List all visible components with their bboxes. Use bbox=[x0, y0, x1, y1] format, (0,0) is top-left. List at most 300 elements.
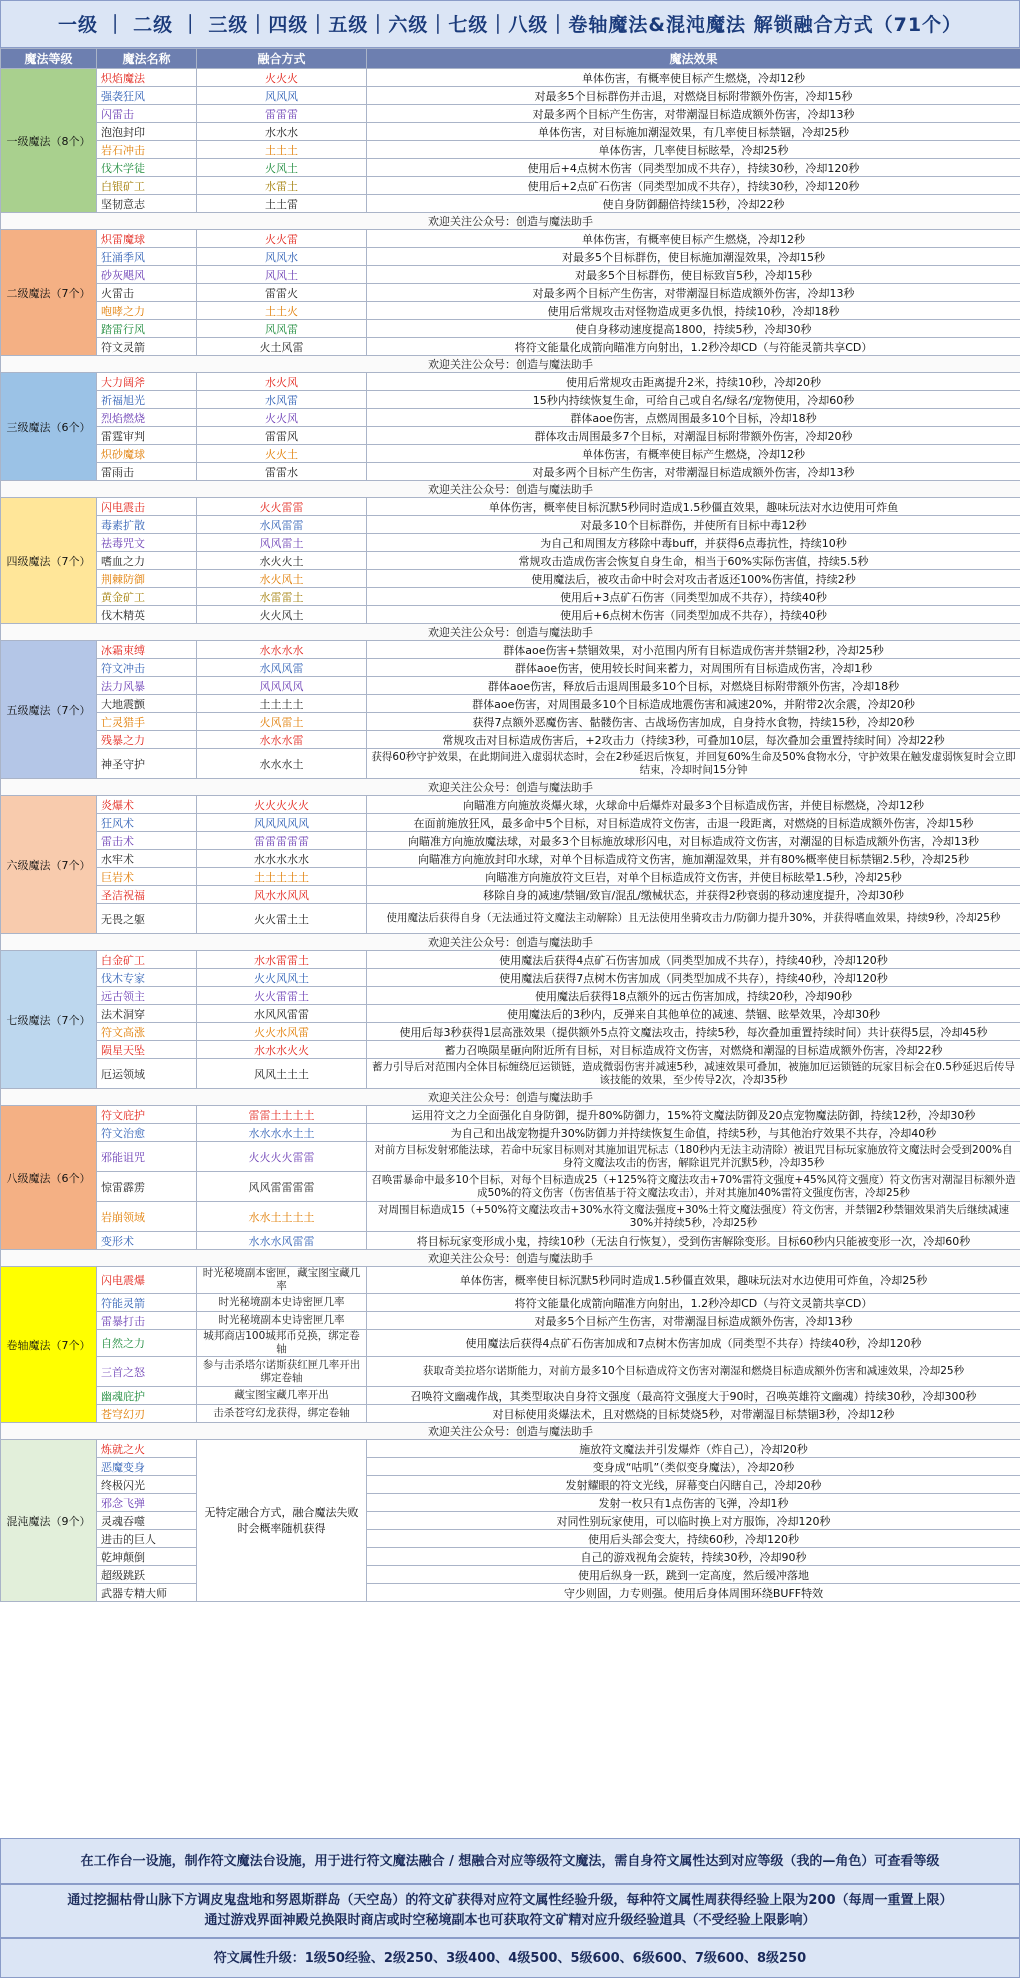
spell-effect: 使用魔法后，被攻击命中时会对攻击者返还100%伤害值，持续2秒 bbox=[367, 570, 1020, 588]
spell-name: 法力风暴 bbox=[97, 677, 197, 695]
table-row bbox=[1, 1294, 1020, 1312]
spell-effect: 使用魔法后获得7点树木伤害加成（同类型加成不共存），持续40秒，冷却120秒 bbox=[367, 969, 1020, 987]
table-row bbox=[1, 796, 1020, 814]
table-row bbox=[1, 969, 1020, 987]
fusion-method: 城邦商店100城邦币兑换，绑定卷轴 bbox=[197, 1330, 367, 1357]
table-row bbox=[1, 1202, 1020, 1232]
follow-notice: 欢迎关注公众号：创造与魔法助手 bbox=[1, 1250, 1020, 1267]
fusion-method: 风风水 bbox=[197, 248, 367, 266]
spell-name: 狂涌季风 bbox=[97, 248, 197, 266]
table-row bbox=[1, 69, 1020, 87]
follow-notice: 欢迎关注公众号：创造与魔法助手 bbox=[1, 213, 1020, 230]
spell-effect: 使用魔法后的3秒内，反弹来自其他单位的减速、禁锢、眩晕效果，冷却30秒 bbox=[367, 1005, 1020, 1023]
fusion-method: 火火火 bbox=[197, 69, 367, 87]
spell-effect: 单体伤害，有概率使目标产生燃烧，冷却12秒 bbox=[367, 230, 1020, 248]
table-row bbox=[1, 1494, 1020, 1512]
table-row bbox=[1, 1267, 1020, 1294]
spell-name: 灵魂吞噬 bbox=[97, 1512, 197, 1530]
table-row bbox=[1, 1172, 1020, 1202]
table-row bbox=[1, 1106, 1020, 1124]
spell-name: 岩石冲击 bbox=[97, 141, 197, 159]
follow-notice: 欢迎关注公众号：创造与魔法助手 bbox=[1, 624, 1020, 641]
follow-notice-row bbox=[1, 934, 1020, 951]
follow-notice: 欢迎关注公众号：创造与魔法助手 bbox=[1, 1089, 1020, 1106]
spell-effect: 使用后+3点矿石伤害（同类型加成不共存），持续40秒 bbox=[367, 588, 1020, 606]
spell-name: 符文庇护 bbox=[97, 1106, 197, 1124]
fusion-method: 水雷土 bbox=[197, 177, 367, 195]
fusion-method: 风风土 bbox=[197, 266, 367, 284]
fusion-method: 雷雷雷雷雷 bbox=[197, 832, 367, 850]
bottom-note-1-text: 在工作台一设施，制作符文魔法台设施，用于进行符文魔法融合 / 想融合对应等级符文魔法，需自身符文属性达到对应等级（我的—角色）可查看等级 bbox=[80, 1854, 940, 1869]
spell-effect: 施放符文魔法并引发爆炸（炸自己），冷却20秒 bbox=[367, 1440, 1020, 1458]
table-row bbox=[1, 1142, 1020, 1172]
fusion-method: 土土土 bbox=[197, 141, 367, 159]
spell-effect: 群体aoe伤害+禁锢效果，对小范围内所有目标造成伤害并禁锢2秒，冷却25秒 bbox=[367, 641, 1020, 659]
spell-name: 进击的巨人 bbox=[97, 1530, 197, 1548]
table-row bbox=[1, 87, 1020, 105]
spell-effect: 使自身防御翻倍持续15秒，冷却22秒 bbox=[367, 195, 1020, 213]
magic-level-cell: 二级魔法（7个） bbox=[1, 230, 97, 356]
table-row bbox=[1, 987, 1020, 1005]
spell-name: 砂灰飓风 bbox=[97, 266, 197, 284]
bottom-note-1 bbox=[0, 1838, 1020, 1884]
table-row bbox=[1, 1440, 1020, 1458]
fusion-method: 火土风雷 bbox=[197, 338, 367, 356]
table-row bbox=[1, 284, 1020, 302]
spell-name: 恶魔变身 bbox=[97, 1458, 197, 1476]
table-row bbox=[1, 695, 1020, 713]
spell-effect: 使用魔法后获得自身（无法通过符文魔法主动解除）且无法使用坐骑攻击力/防御力提升30%，并获得嗜血效果，持续9秒，冷却25秒 bbox=[367, 904, 1020, 934]
spell-name: 符文高涨 bbox=[97, 1023, 197, 1041]
spell-name: 闪电震击 bbox=[97, 498, 197, 516]
table-row bbox=[1, 445, 1020, 463]
fusion-method: 风风雷 bbox=[197, 320, 367, 338]
spell-name: 残暴之力 bbox=[97, 731, 197, 749]
table-row bbox=[1, 409, 1020, 427]
spell-name: 毒素扩散 bbox=[97, 516, 197, 534]
spell-name: 惊雷霹雳 bbox=[97, 1172, 197, 1202]
spell-name: 厄运领域 bbox=[97, 1059, 197, 1089]
spell-effect: 群体aoe伤害，使用较长时间来蓄力，对周围所有目标造成伤害，冷却1秒 bbox=[367, 659, 1020, 677]
follow-notice-row bbox=[1, 213, 1020, 230]
fusion-method: 击杀苍穹幻龙获得，绑定卷轴 bbox=[197, 1405, 367, 1423]
table-row bbox=[1, 749, 1020, 779]
fusion-method: 藏宝图宝藏几率开出 bbox=[197, 1387, 367, 1405]
spell-effect: 将目标玩家变形成小鬼，持续10秒（无法自行恢复），受到伤害解除变形。目标60秒内只能被变形一次，冷却60秒 bbox=[367, 1232, 1020, 1250]
spell-effect: 对最多两个目标产生伤害，对带潮湿目标造成额外伤害，冷却13秒 bbox=[367, 105, 1020, 123]
table-row bbox=[1, 1023, 1020, 1041]
spell-effect: 对最多5个目标群伤，使目标施加潮湿效果，冷却15秒 bbox=[367, 248, 1020, 266]
magic-level-cell: 六级魔法（7个） bbox=[1, 796, 97, 934]
spell-name: 水牢术 bbox=[97, 850, 197, 868]
table-row bbox=[1, 266, 1020, 284]
spell-effect: 15秒内持续恢复生命，可给自己或自名/绿名/宠物使用，冷却60秒 bbox=[367, 391, 1020, 409]
fusion-method: 参与击杀塔尔诺斯获红匣几率开出绑定卷轴 bbox=[197, 1357, 367, 1387]
table-row bbox=[1, 373, 1020, 391]
table-row bbox=[1, 1357, 1020, 1387]
spell-name: 自然之力 bbox=[97, 1330, 197, 1357]
fusion-method: 水火风土 bbox=[197, 570, 367, 588]
fusion-method: 时光秘境副本密匣，藏宝图宝藏几率 bbox=[197, 1267, 367, 1294]
fusion-method: 火火火火雷雷 bbox=[197, 1142, 367, 1172]
table-row bbox=[1, 1512, 1020, 1530]
spell-effect: 使用魔法后获得18点额外的远古伤害加成，持续20秒，冷却90秒 bbox=[367, 987, 1020, 1005]
follow-notice: 欢迎关注公众号：创造与魔法助手 bbox=[1, 779, 1020, 796]
fusion-method: 火火雷 bbox=[197, 230, 367, 248]
spell-effect: 获得7点额外恶魔伤害、骷髅伤害、古战场伤害加成，自身持水食物，持续15秒，冷却20秒 bbox=[367, 713, 1020, 731]
spell-effect: 召唤符文幽魂作战，其类型取决自身符文强度（最高符文强度大于90时，召唤英雄符文幽魂）持续30秒，冷却300秒 bbox=[367, 1387, 1020, 1405]
spell-name: 咆哮之力 bbox=[97, 302, 197, 320]
follow-notice: 欢迎关注公众号：创造与魔法助手 bbox=[1, 1423, 1020, 1440]
spell-effect: 使自身移动速度提高1800，持续5秒，冷却30秒 bbox=[367, 320, 1020, 338]
magic-level-cell: 八级魔法（6个） bbox=[1, 1106, 97, 1250]
spell-effect: 群体aoe伤害，对周围最多10个目标造成地震伤害和减速20%，并附带2次余震，冷却20秒 bbox=[367, 695, 1020, 713]
spell-name: 烈焰燃烧 bbox=[97, 409, 197, 427]
spell-effect: 使用后头部会变大，持续60秒，冷却120秒 bbox=[367, 1530, 1020, 1548]
follow-notice-row bbox=[1, 1089, 1020, 1106]
table-row bbox=[1, 1548, 1020, 1566]
spell-effect: 获取奇美拉塔尔诺斯能力，对前方最多10个目标造成符文伤害对潮湿和燃烧目标造成额外伤害和减速效果，冷却25秒 bbox=[367, 1357, 1020, 1387]
spell-name: 嗜血之力 bbox=[97, 552, 197, 570]
follow-notice-row bbox=[1, 356, 1020, 373]
fusion-method: 水雷雷土 bbox=[197, 588, 367, 606]
table-row bbox=[1, 1405, 1020, 1423]
spell-name: 闪电震爆 bbox=[97, 1267, 197, 1294]
table-row bbox=[1, 427, 1020, 445]
spell-effect: 移除自身的减速/禁锢/致盲/混乱/缴械状态，并获得2秒衰弱的移动速度提升，冷却30秒 bbox=[367, 886, 1020, 904]
fusion-method: 水水水火火 bbox=[197, 1041, 367, 1059]
spell-effect: 向瞄准方向施放封印水球，对单个目标造成符文伤害，施加潮湿效果，并有80%概率使目标禁锢2.5秒，冷却25秒 bbox=[367, 850, 1020, 868]
table-row bbox=[1, 195, 1020, 213]
fusion-method: 火火风风土 bbox=[197, 969, 367, 987]
fusion-method: 水火火土 bbox=[197, 552, 367, 570]
fusion-method-shared: 无特定融合方式，融合魔法失败时会概率随机获得 bbox=[197, 1440, 367, 1602]
spell-effect: 向瞄准方向施放符文巨岩，对单个目标造成符文伤害，并使目标眩晕1.5秒，冷却25秒 bbox=[367, 868, 1020, 886]
spell-name: 超级跳跃 bbox=[97, 1566, 197, 1584]
spell-name: 苍穹幻刃 bbox=[97, 1405, 197, 1423]
table-row bbox=[1, 1530, 1020, 1548]
table-row bbox=[1, 713, 1020, 731]
spell-effect: 将符文能量化成箭向瞄准方向射出，1.2秒冷却CD（与符文灵箭共享CD） bbox=[367, 1294, 1020, 1312]
spell-effect: 对最多两个目标产生伤害，对带潮湿目标造成额外伤害，冷却13秒 bbox=[367, 463, 1020, 481]
fusion-method: 风风风风 bbox=[197, 677, 367, 695]
spell-name: 炎爆术 bbox=[97, 796, 197, 814]
spell-name: 火雷击 bbox=[97, 284, 197, 302]
bottom-note-2 bbox=[0, 1884, 1020, 1938]
magic-level-cell: 三级魔法（6个） bbox=[1, 373, 97, 481]
spell-name: 神圣守护 bbox=[97, 749, 197, 779]
spell-effect: 对周围目标造成15（+50%符文魔法攻击+30%水符文魔法强度+30%土符文魔法强度）符文伤害，并禁锢2秒禁锢效果消失后继续减速30%并持续5秒，冷却25秒 bbox=[367, 1202, 1020, 1232]
table-row bbox=[1, 159, 1020, 177]
spell-effect: 使用后+2点矿石伤害（同类型加成不共存），持续30秒，冷却120秒 bbox=[367, 177, 1020, 195]
table-row bbox=[1, 248, 1020, 266]
spell-effect: 对最多5个目标群伤并击退，对燃烧目标附带额外伤害，冷却15秒 bbox=[367, 87, 1020, 105]
fusion-method: 水风风雷雷 bbox=[197, 1005, 367, 1023]
spell-effect: 对前方目标发射邪能法球，若命中玩家目标则对其施加诅咒标志（180秒内无法主动清除）被诅咒目标玩家施放符文魔法时会受到200%自身符文魔法攻击的伤害，解除诅咒并沉默5秒，冷却35秒 bbox=[367, 1142, 1020, 1172]
spell-name: 亡灵猎手 bbox=[97, 713, 197, 731]
spell-name: 乾坤颠倒 bbox=[97, 1548, 197, 1566]
follow-notice-row bbox=[1, 624, 1020, 641]
spell-effect: 群体aoe伤害，释放后击退周围最多10个目标，对燃烧目标附带额外伤害，冷却18秒 bbox=[367, 677, 1020, 695]
spell-effect: 守少则固，力专则强。使用后身体周围环绕BUFF特效 bbox=[367, 1584, 1020, 1602]
spell-effect: 群体aoe伤害，点燃周围最多10个目标，冷却18秒 bbox=[367, 409, 1020, 427]
fusion-method: 土土火 bbox=[197, 302, 367, 320]
bottom-note-3-text: 通过游戏界面神殿兑换限时商店或时空秘境副本也可获取符文矿精对应升级经验道具（不受经验上限影响） bbox=[204, 1913, 816, 1928]
spell-effect: 常规攻击对目标造成伤害后，+2攻击力（持续3秒，可叠加10层，每次叠加会重置持续时间）冷却22秒 bbox=[367, 731, 1020, 749]
fusion-method: 火火风 bbox=[197, 409, 367, 427]
spell-name: 巨岩术 bbox=[97, 868, 197, 886]
fusion-method: 火火土 bbox=[197, 445, 367, 463]
spell-name: 邪念飞弹 bbox=[97, 1494, 197, 1512]
spell-effect: 向瞄准方向施放魔法球，对最多3个目标施放球形闪电，对目标造成符文伤害，对潮湿的目标造成额外伤害，冷却13秒 bbox=[367, 832, 1020, 850]
fusion-method: 风风雷雷雷雷 bbox=[197, 1172, 367, 1202]
bottom-note-2-text: 通过挖掘枯骨山脉下方调皮鬼盘地和努恩斯群岛（天空岛）的符文矿获得对应符文属性经验升级，每种符文属性周获得经验上限为200（每周一重置上限） bbox=[67, 1893, 953, 1908]
table-row bbox=[1, 391, 1020, 409]
table-row bbox=[1, 320, 1020, 338]
spell-name: 终极闪光 bbox=[97, 1476, 197, 1494]
table-row bbox=[1, 1584, 1020, 1602]
fusion-method: 水风风雷 bbox=[197, 659, 367, 677]
table-row bbox=[1, 868, 1020, 886]
spell-name: 坚韧意志 bbox=[97, 195, 197, 213]
spell-name: 岩崩领域 bbox=[97, 1202, 197, 1232]
table-row bbox=[1, 814, 1020, 832]
fusion-method: 水水水土 bbox=[197, 749, 367, 779]
fusion-method: 土土土土 bbox=[197, 695, 367, 713]
fusion-method: 风风土土土 bbox=[197, 1059, 367, 1089]
table-row bbox=[1, 1387, 1020, 1405]
table-row bbox=[1, 141, 1020, 159]
spell-effect: 使用魔法后获得4点矿石伤害加成和7点树木伤害加成（同类型不共存）持续40秒，冷却120秒 bbox=[367, 1330, 1020, 1357]
table-row bbox=[1, 463, 1020, 481]
table-row bbox=[1, 552, 1020, 570]
spell-name: 邪能诅咒 bbox=[97, 1142, 197, 1172]
spell-effect: 为自己和周围友方移除中毒buff，并获得6点毒抗性，持续10秒 bbox=[367, 534, 1020, 552]
fusion-method: 火火雷雷土 bbox=[197, 987, 367, 1005]
spell-name: 狂风术 bbox=[97, 814, 197, 832]
table-row bbox=[1, 516, 1020, 534]
spell-name: 符能灵箭 bbox=[97, 1294, 197, 1312]
follow-notice: 欢迎关注公众号：创造与魔法助手 bbox=[1, 934, 1020, 951]
follow-notice: 欢迎关注公众号：创造与魔法助手 bbox=[1, 481, 1020, 498]
spell-name: 炽焰魔法 bbox=[97, 69, 197, 87]
table-row bbox=[1, 498, 1020, 516]
spell-effect: 将符文能量化成箭向瞄准方向射出，1.2秒冷却CD（与符能灵箭共享CD） bbox=[367, 338, 1020, 356]
spell-effect: 对最多5个目标产生伤害，对带潮湿目标造成额外伤害，冷却13秒 bbox=[367, 1312, 1020, 1330]
spell-name: 大地震颤 bbox=[97, 695, 197, 713]
table-row bbox=[1, 886, 1020, 904]
header-effect: 魔法效果 bbox=[367, 49, 1020, 69]
follow-notice-row bbox=[1, 481, 1020, 498]
table-row bbox=[1, 606, 1020, 624]
table-row bbox=[1, 230, 1020, 248]
fusion-method: 水水雷雷土 bbox=[197, 951, 367, 969]
spell-effect: 使用后每3秒获得1层高涨效果（提供额外5点符文魔法攻击，持续5秒，每次叠加重置持续时间）共计获得5层，冷却45秒 bbox=[367, 1023, 1020, 1041]
table-row bbox=[1, 1041, 1020, 1059]
spell-effect: 对最多两个目标产生伤害，对带潮湿目标造成额外伤害，冷却13秒 bbox=[367, 284, 1020, 302]
spell-name: 冰霜束缚 bbox=[97, 641, 197, 659]
spell-name: 远古领主 bbox=[97, 987, 197, 1005]
table-row bbox=[1, 1232, 1020, 1250]
spell-name: 武器专精大师 bbox=[97, 1584, 197, 1602]
fusion-method: 水水水雷 bbox=[197, 731, 367, 749]
spell-name: 强袭狂风 bbox=[97, 87, 197, 105]
fusion-method: 水水水 bbox=[197, 123, 367, 141]
spell-effect: 蓄力引导后对范围内全体目标缠绕厄运锁链，造成微弱伤害并减速5秒，减速效果可叠加，被施加厄运锁链的玩家目标会在0.5秒延迟后传导该技能的效果，至少传导2次，冷却35秒 bbox=[367, 1059, 1020, 1089]
spell-effect: 发射一枚只有1点伤害的飞弹，冷却1秒 bbox=[367, 1494, 1020, 1512]
fusion-method: 水风雷雷 bbox=[197, 516, 367, 534]
spell-name: 伐木专家 bbox=[97, 969, 197, 987]
spell-name: 三首之怒 bbox=[97, 1357, 197, 1387]
fusion-method: 水水水水水 bbox=[197, 850, 367, 868]
fusion-method: 水水土土土土 bbox=[197, 1202, 367, 1232]
spell-name: 法术洞穿 bbox=[97, 1005, 197, 1023]
magic-level-cell: 卷轴魔法（7个） bbox=[1, 1267, 97, 1423]
spell-name: 雷霆审判 bbox=[97, 427, 197, 445]
spell-effect: 蓄力召唤陨星砸向附近所有目标，对目标造成符文伤害，对燃烧和潮湿的目标造成额外伤害，冷却22秒 bbox=[367, 1041, 1020, 1059]
spell-effect: 对同性别玩家使用，可以临时换上对方服饰，冷却120秒 bbox=[367, 1512, 1020, 1530]
magic-level-cell: 一级魔法（8个） bbox=[1, 69, 97, 213]
spell-name: 踏雷行风 bbox=[97, 320, 197, 338]
spell-name: 炼就之火 bbox=[97, 1440, 197, 1458]
header-name: 魔法名称 bbox=[97, 49, 197, 69]
table-row bbox=[1, 1476, 1020, 1494]
spell-effect: 单体伤害，对目标施加潮湿效果，有几率使目标禁锢，冷却25秒 bbox=[367, 123, 1020, 141]
fusion-method: 雷雷雷 bbox=[197, 105, 367, 123]
spell-name: 祛毒咒文 bbox=[97, 534, 197, 552]
spell-effect: 为自己和出战宠物提升30%防御力并持续恢复生命值，持续5秒，与其他治疗效果不共存，冷却40秒 bbox=[367, 1124, 1020, 1142]
fusion-method: 水火风 bbox=[197, 373, 367, 391]
spell-name: 圣洁祝福 bbox=[97, 886, 197, 904]
spell-name: 符文治愈 bbox=[97, 1124, 197, 1142]
spell-effect: 使用魔法后获得4点矿石伤害加成（同类型加成不共存），持续40秒，冷却120秒 bbox=[367, 951, 1020, 969]
table-row bbox=[1, 588, 1020, 606]
spell-effect: 单体伤害，有概率使目标产生燃烧，冷却12秒 bbox=[367, 69, 1020, 87]
follow-notice-row bbox=[1, 1250, 1020, 1267]
table-row bbox=[1, 1124, 1020, 1142]
spell-effect: 使用后常规攻击距离提升2米，持续10秒，冷却20秒 bbox=[367, 373, 1020, 391]
table-row bbox=[1, 677, 1020, 695]
fusion-method: 火风土 bbox=[197, 159, 367, 177]
magic-level-cell: 四级魔法（7个） bbox=[1, 498, 97, 624]
page-title: 一级 ｜ 二级 ｜ 三级｜四级｜五级｜六级｜七级｜八级｜卷轴魔法&混沌魔法 解锁融合方式（71个） bbox=[0, 0, 1020, 48]
fusion-table-body bbox=[1, 49, 1020, 1602]
fusion-method: 风风风风风 bbox=[197, 814, 367, 832]
fusion-method: 水水水水土土 bbox=[197, 1124, 367, 1142]
fusion-method: 雷雷火 bbox=[197, 284, 367, 302]
spell-effect: 向瞄准方向施放炎爆火球，火球命中后爆炸对最多3个目标造成伤害，并使目标燃烧，冷却12秒 bbox=[367, 796, 1020, 814]
fusion-method: 水水水风雷雷 bbox=[197, 1232, 367, 1250]
fusion-method: 雷雷土土土土 bbox=[197, 1106, 367, 1124]
spell-name: 变形术 bbox=[97, 1232, 197, 1250]
fusion-method: 时光秘境副本史诗密匣几率 bbox=[197, 1294, 367, 1312]
fusion-method: 水风雷 bbox=[197, 391, 367, 409]
spell-effect: 对最多5个目标群伤，使目标致盲5秒，冷却15秒 bbox=[367, 266, 1020, 284]
spell-name: 闪雷击 bbox=[97, 105, 197, 123]
spell-effect: 单体伤害，有概率使目标产生燃烧，冷却12秒 bbox=[367, 445, 1020, 463]
table-header-row bbox=[1, 49, 1020, 69]
spell-name: 大力阔斧 bbox=[97, 373, 197, 391]
fusion-method: 火火风土 bbox=[197, 606, 367, 624]
fusion-method: 火火雷雷 bbox=[197, 498, 367, 516]
spell-name: 雷击术 bbox=[97, 832, 197, 850]
fusion-method: 火火水风雷 bbox=[197, 1023, 367, 1041]
spell-effect: 使用后常规攻击对怪物造成更多仇恨，持续10秒，冷却18秒 bbox=[367, 302, 1020, 320]
fusion-method: 雷雷水 bbox=[197, 463, 367, 481]
magic-level-cell: 五级魔法（7个） bbox=[1, 641, 97, 779]
spell-effect: 对最多10个目标群伤，并使所有目标中毒12秒 bbox=[367, 516, 1020, 534]
fusion-method: 土土雷 bbox=[197, 195, 367, 213]
spell-effect: 变身成“咕叽”（类似变身魔法），冷却20秒 bbox=[367, 1458, 1020, 1476]
header-fusion: 融合方式 bbox=[197, 49, 367, 69]
fusion-method: 火风雷土 bbox=[197, 713, 367, 731]
table-row bbox=[1, 1330, 1020, 1357]
spell-name: 荆棘防御 bbox=[97, 570, 197, 588]
spell-effect: 发射耀眼的符文光线，屏幕变白闪瞎自己，冷却20秒 bbox=[367, 1476, 1020, 1494]
spell-effect: 常规攻击造成伤害会恢复自身生命，相当于60%实际伤害值，持续5.5秒 bbox=[367, 552, 1020, 570]
table-row bbox=[1, 731, 1020, 749]
spell-effect: 群体攻击周围最多7个目标，对潮湿目标附带额外伤害，冷却20秒 bbox=[367, 427, 1020, 445]
follow-notice-row bbox=[1, 779, 1020, 796]
magic-level-cell: 混沌魔法（9个） bbox=[1, 1440, 97, 1602]
table-row bbox=[1, 951, 1020, 969]
spell-effect: 使用后+4点树木伤害（同类型加成不共存），持续30秒，冷却120秒 bbox=[367, 159, 1020, 177]
spell-name: 雷暴打击 bbox=[97, 1312, 197, 1330]
table-row bbox=[1, 659, 1020, 677]
spell-name: 白金矿工 bbox=[97, 951, 197, 969]
table-row bbox=[1, 1059, 1020, 1089]
spell-name: 雷雨击 bbox=[97, 463, 197, 481]
spell-name: 白银矿工 bbox=[97, 177, 197, 195]
bottom-levels-text: 符文属性升级：1级50经验、2级250、3级400、4级500、5级600、6级600、7级600、8级250 bbox=[213, 1951, 807, 1966]
fusion-method: 土土土土土 bbox=[197, 868, 367, 886]
fusion-method: 时光秘境副本史诗密匣几率 bbox=[197, 1312, 367, 1330]
spell-effect: 单体伤害，概率使目标沉默5秒同时造成1.5秒僵直效果，趣味玩法对水边使用可炸鱼，冷却25秒 bbox=[367, 1267, 1020, 1294]
spell-effect: 单体伤害，概率使目标沉默5秒同时造成1.5秒僵直效果，趣味玩法对水边使用可炸鱼 bbox=[367, 498, 1020, 516]
fusion-method: 火火火火火 bbox=[197, 796, 367, 814]
spell-name: 符文灵箭 bbox=[97, 338, 197, 356]
table-row bbox=[1, 105, 1020, 123]
table-row bbox=[1, 534, 1020, 552]
table-row bbox=[1, 123, 1020, 141]
spell-effect: 召唤雷暴命中最多10个目标，对每个目标造成25（+125%符文魔法攻击+70%雷符文强度+45%风符文强度）符文伤害对潮湿目标额外造成50%的符文伤害（伤害值基于符文魔法攻击），并对其施加40%雷符文强度伤害，冷却25秒 bbox=[367, 1172, 1020, 1202]
spell-name: 炽雷魔球 bbox=[97, 230, 197, 248]
table-row bbox=[1, 177, 1020, 195]
fusion-method: 风水水风风 bbox=[197, 886, 367, 904]
spell-name: 符文冲击 bbox=[97, 659, 197, 677]
header-level: 魔法等级 bbox=[1, 49, 97, 69]
table-row bbox=[1, 1566, 1020, 1584]
spell-name: 伐木精英 bbox=[97, 606, 197, 624]
spell-name: 陨星天坠 bbox=[97, 1041, 197, 1059]
spell-name: 黄金矿工 bbox=[97, 588, 197, 606]
spell-effect: 在面前施放狂风，最多命中5个目标，对目标造成符文伤害，击退一段距离，对燃烧的目标造成额外伤害，冷却15秒 bbox=[367, 814, 1020, 832]
fusion-method: 风风风 bbox=[197, 87, 367, 105]
fusion-method: 水水水水 bbox=[197, 641, 367, 659]
spell-effect: 对目标使用炎爆法术，且对燃烧的目标焚烧5秒，对带潮湿目标禁锢3秒，冷却12秒 bbox=[367, 1405, 1020, 1423]
follow-notice-row bbox=[1, 1423, 1020, 1440]
spell-name: 伐木学徒 bbox=[97, 159, 197, 177]
table-row bbox=[1, 850, 1020, 868]
table-row bbox=[1, 302, 1020, 320]
spell-effect: 使用后纵身一跃，跳到一定高度，然后缓冲落地 bbox=[367, 1566, 1020, 1584]
spell-effect: 获得60秒守护效果，在此期间进入虚弱状态时，会在2秒延迟后恢复，并回复60%生命及50%食物水分，守护效果在触发虚弱恢复时会立即结束，冷却时间15分钟 bbox=[367, 749, 1020, 779]
table-row bbox=[1, 904, 1020, 934]
magic-level-cell: 七级魔法（7个） bbox=[1, 951, 97, 1089]
spell-name: 炽砂魔球 bbox=[97, 445, 197, 463]
fusion-method: 雷雷风 bbox=[197, 427, 367, 445]
spell-name: 祈福旭光 bbox=[97, 391, 197, 409]
